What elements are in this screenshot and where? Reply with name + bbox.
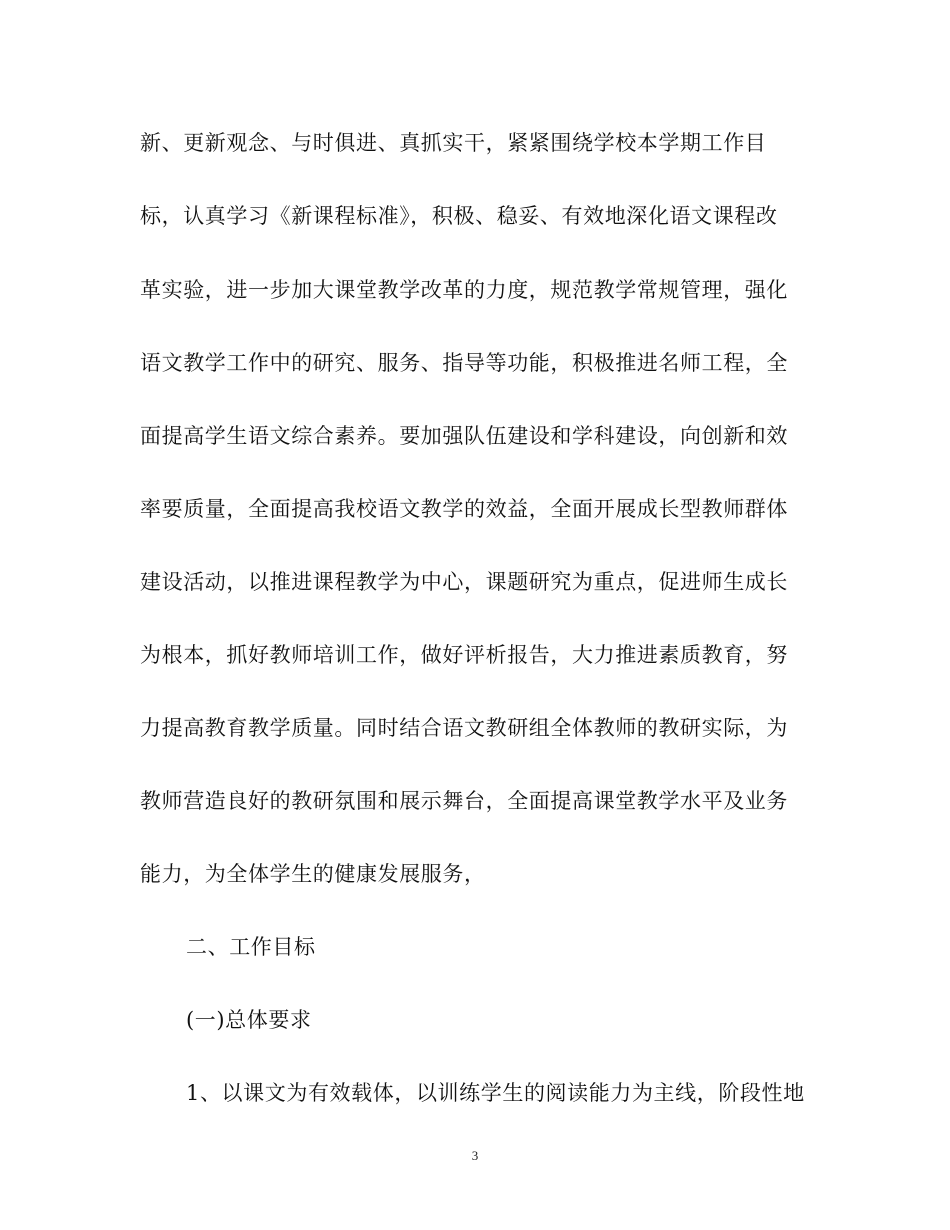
body-text-line: 新、更新观念、与时俱进、真抓实干，紧紧围绕学校本学期工作目 <box>140 131 767 155</box>
body-text-line: 标，认真学习《新课程标准》，积极、稳妥、有效地深化语文课程改 <box>140 204 778 228</box>
body-text-line: 教师营造良好的教研氛围和展示舞台，全面提高课堂教学水平及业务 <box>140 789 788 813</box>
page-number: 3 <box>471 1148 479 1163</box>
body-text-line: 语文教学工作中的研究、服务、指导等功能，积极推进名师工程，全 <box>140 351 788 375</box>
list-item: 1、以课文为有效载体，以训练学生的阅读能力为主线，阶段性地 <box>186 1081 805 1105</box>
body-text-line: 面提高学生语文综合素养。要加强队伍建设和学科建设，向创新和效 <box>140 424 788 448</box>
subsection-heading: (一)总体要求 <box>186 1008 312 1032</box>
section-heading: 二、工作目标 <box>186 935 316 959</box>
body-text-line: 革实验，进一步加大课堂教学改革的力度，规范教学常规管理，强化 <box>140 278 788 302</box>
body-text-line: 为根本，抓好教师培训工作，做好评析报告，大力推进素质教育，努 <box>140 643 788 667</box>
body-text-line: 率要质量，全面提高我校语文教学的效益，全面开展成长型教师群体 <box>140 497 788 521</box>
body-text-line: 建设活动，以推进课程教学为中心，课题研究为重点，促进师生成长 <box>140 570 788 594</box>
body-text-line: 力提高教育教学质量。同时结合语文教研组全体教师的教研实际，为 <box>140 716 788 740</box>
body-text-line: 能力，为全体学生的健康发展服务， <box>140 862 486 886</box>
